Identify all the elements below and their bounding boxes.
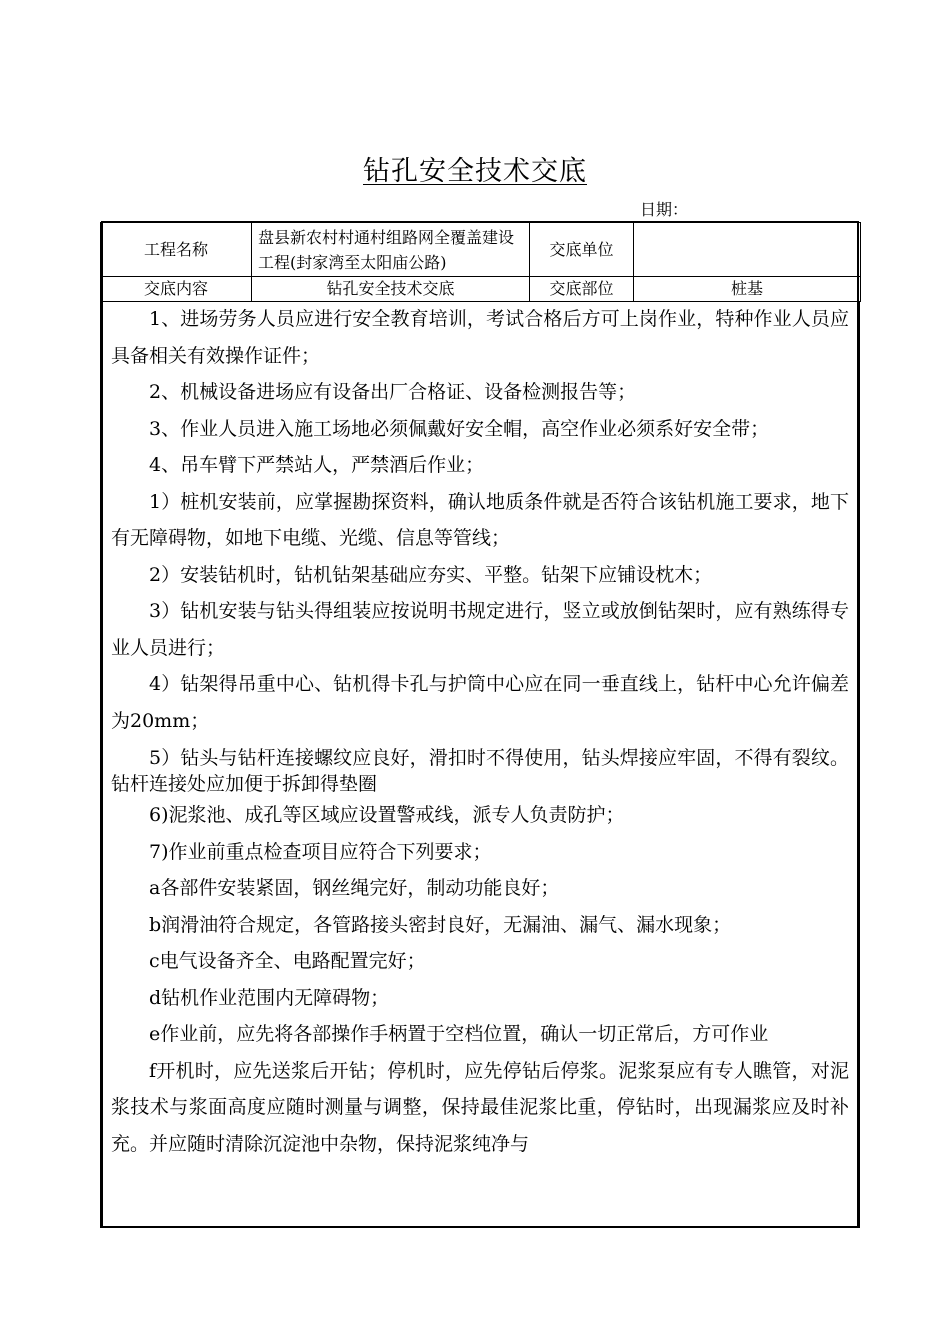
part-value: 桩基 (634, 277, 861, 302)
header-table (100, 222, 861, 302)
unit-label: 交底单位 (530, 223, 634, 277)
content-label: 交底内容 (101, 277, 252, 302)
paragraph: f开机时，应先送浆后开钻；停机时，应先停钻后停浆。泥浆泵应有专人瞧管，对泥浆技术与浆面高度应随时测量与调整，保持最佳泥浆比重，停钻时，出现漏浆应及时补充。并应随时清除沉淀池中杂物，保持泥浆纯净与 (111, 1059, 849, 1155)
content-body (100, 301, 860, 1228)
date-label: 日期： (640, 200, 689, 219)
paragraph: b润滑油符合规定，各管路接头密封良好，无漏油、漏气、漏水现象； (149, 913, 732, 936)
paragraph: 2、机械设备进场应有设备出厂合格证、设备检测报告等； (149, 381, 637, 403)
content-value: 钻孔安全技术交底 (252, 277, 530, 302)
paragraph: c电气设备齐全、电路配置完好； (149, 950, 426, 972)
paragraph: e作业前，应先将各部操作手柄置于空档位置，确认一切正常后，方可作业 (149, 1023, 769, 1045)
paragraph: 5）钻头与钻杆连接螺纹应良好，滑扣时不得使用，钻头焊接应牢固，不得有裂纹。钻杆连接处应加便于拆卸得垫圈 (111, 747, 849, 795)
paragraph: a各部件安装紧固，钢丝绳完好，制动功能良好； (149, 877, 560, 899)
unit-value (634, 223, 861, 277)
paragraph: d钻机作业范围内无障碍物； (149, 986, 390, 1009)
project-name-label: 工程名称 (101, 223, 252, 277)
paragraph: 3）钻机安装与钻头得组装应按说明书规定进行，竖立或放倒钻架时，应有熟练得专业人员进行； (111, 600, 849, 659)
part-label: 交底部位 (530, 277, 634, 302)
document-title: 钻孔安全技术交底 (363, 156, 587, 187)
paragraph: 4）钻架得吊重中心、钻机得卡孔与护筒中心应在同一垂直线上，钻杆中心允许偏差为20mm； (111, 673, 849, 732)
paragraph: 1、进场劳务人员应进行安全教育培训，考试合格后方可上岗作业，特种作业人员应具备相关有效操作证件； (111, 308, 849, 367)
paragraph: 4、吊车臂下严禁站人，严禁酒后作业； (149, 454, 485, 476)
paragraph: 2）安装钻机时，钻机钻架基础应夯实、平整。钻架下应铺设枕木； (149, 563, 713, 586)
paragraph: 7)作业前重点检查项目应符合下列要求； (149, 840, 492, 863)
paragraph: 6)泥浆池、成孔等区域应设置警戒线，派专人负责防护； (149, 804, 625, 826)
paragraph: 1）桩机安装前，应掌握勘探资料，确认地质条件就是否符合该钻机施工要求，地下有无障碍物，如地下电缆、光缆、信息等管线； (111, 490, 849, 549)
paragraph: 3、作业人员进入施工场地必须佩戴好安全帽，高空作业必须系好安全带； (149, 417, 770, 440)
project-name-value: 盘县新农村村通村组路网全覆盖建设工程(封家湾至太阳庙公路) (252, 223, 530, 277)
